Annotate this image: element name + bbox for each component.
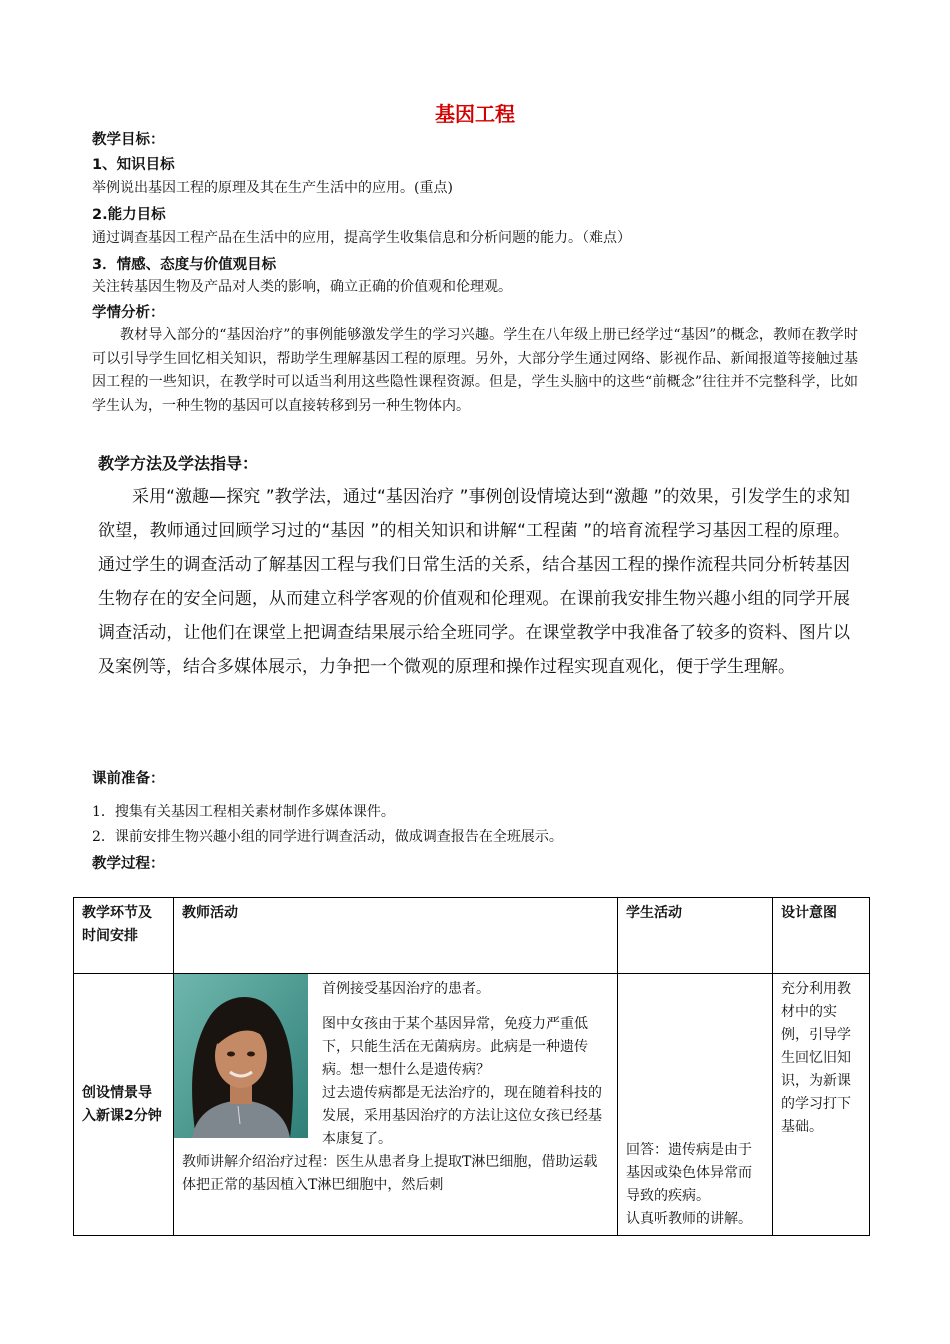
column-header-intent: 设计意图 bbox=[773, 898, 870, 974]
ability-objective-heading: 2.能力目标 bbox=[92, 207, 166, 223]
teacher-activity-cell bbox=[174, 974, 618, 1236]
design-intent-cell: 充分利用教材中的实例，引导学生回忆旧知识，为新课的学习打下基础。 bbox=[773, 974, 870, 1236]
stage-cell: 创设情景导入新课2分钟 bbox=[74, 974, 174, 1236]
process-heading: 教学过程： bbox=[92, 856, 165, 872]
analysis-paragraph: 教材导入部分的“基因治疗”的事例能够激发学生的学习兴趣。学生在八年级上册已经学过“基因”的概念，教师在教学时可以引导学生回忆相关知识，帮助学生理解基因工程的原理。另外，大部分学生通过网络、影视作品、新闻报道等接触过基因工程的一些知识，在教学时可以适当利用这些隐性课程资源。但是，学生头脑中的这些“前概念”往往并不完整科学，比如学生认为，一种生物的基因可以直接转移到另一种生物体内。 bbox=[92, 327, 858, 414]
teacher-activity-text: 过去遗传病都是无法治疗的，现在随着科技的发展，采用基因治疗的方法让这位女孩已经基本康复了。 bbox=[322, 1085, 602, 1147]
student-activity-cell bbox=[618, 974, 773, 1236]
teacher-activity-text: 图中女孩由于某个基因异常，免疫力严重低下，只能生活在无菌病房。此病是一种遗传病。想一想什么是遗传病？ bbox=[322, 1016, 588, 1078]
knowledge-objective-heading: 1、知识目标 bbox=[92, 157, 175, 173]
emotion-objective-text: 关注转基因生物及产品对人类的影响，确立正确的价值观和伦理观。 bbox=[92, 279, 512, 295]
table-header-row bbox=[74, 898, 870, 974]
preparation-item: 1．搜集有关基因工程相关素材制作多媒体课件。 bbox=[92, 804, 395, 820]
preparation-heading: 课前准备： bbox=[92, 771, 165, 787]
column-header-stage: 教学环节及时间安排 bbox=[74, 898, 174, 974]
document-title: 基因工程 bbox=[435, 102, 515, 126]
methods-paragraph: 采用“激趣—探究 ”教学法，通过“基因治疗 ”事例创设情境达到“激趣 ”的效果，引发学生的求知欲望，教师通过回顾学习过的“基因 ”的相关知识和讲解“工程菌 ”的培育流程学习基因工程的原理。通过学生的调查活动了解基因工程与我们日常生活的关系，结合基因工程的操作流程共同分析转基因生物存在的安全问题，从而建立科学客观的价值观和伦理观。在课前我安排生物兴趣小组的同学开展调查活动，让他们在课堂上把调查结果展示给全班同学。在课堂教学中我准备了较多的资料、图片以及案例等，结合多媒体展示，力争把一个微观的原理和操作过程实现直观化，便于学生理解。 bbox=[98, 487, 850, 677]
teaching-process-table bbox=[73, 897, 870, 1236]
objectives-heading: 教学目标： bbox=[92, 132, 165, 148]
emotion-objective-heading: 3．情感、态度与价值观目标 bbox=[92, 257, 277, 273]
analysis-heading: 学情分析： bbox=[92, 305, 165, 321]
teacher-activity-text: 教师讲解介绍治疗过程：医生从患者身上提取T淋巴细胞，借助运载体把正常的基因植入T淋巴细胞中，然后刺 bbox=[182, 1154, 598, 1193]
student-activity-text: 认真听教师的讲解。 bbox=[626, 1211, 752, 1227]
ability-objective-text: 通过调查基因工程产品在生活中的应用，提高学生收集信息和分析问题的能力。（难点） bbox=[92, 230, 631, 246]
knowledge-objective-text: 举例说出基因工程的原理及其在生产生活中的应用。(重点) bbox=[92, 180, 453, 196]
preparation-item: 2．课前安排生物兴趣小组的同学进行调查活动，做成调查报告在全班展示。 bbox=[92, 829, 563, 845]
patient-portrait-image bbox=[174, 974, 308, 1138]
patient-photo bbox=[174, 974, 308, 1138]
methods-heading: 教学方法及学法指导： bbox=[98, 454, 259, 473]
column-header-student: 学生活动 bbox=[618, 898, 773, 974]
column-header-teacher: 教师活动 bbox=[174, 898, 618, 974]
student-activity-text: 回答：遗传病是由于基因或染色体异常而导致的疾病。 bbox=[626, 1142, 752, 1204]
table-row bbox=[74, 974, 870, 1236]
teacher-activity-text: 首例接受基因治疗的患者。 bbox=[322, 981, 490, 997]
